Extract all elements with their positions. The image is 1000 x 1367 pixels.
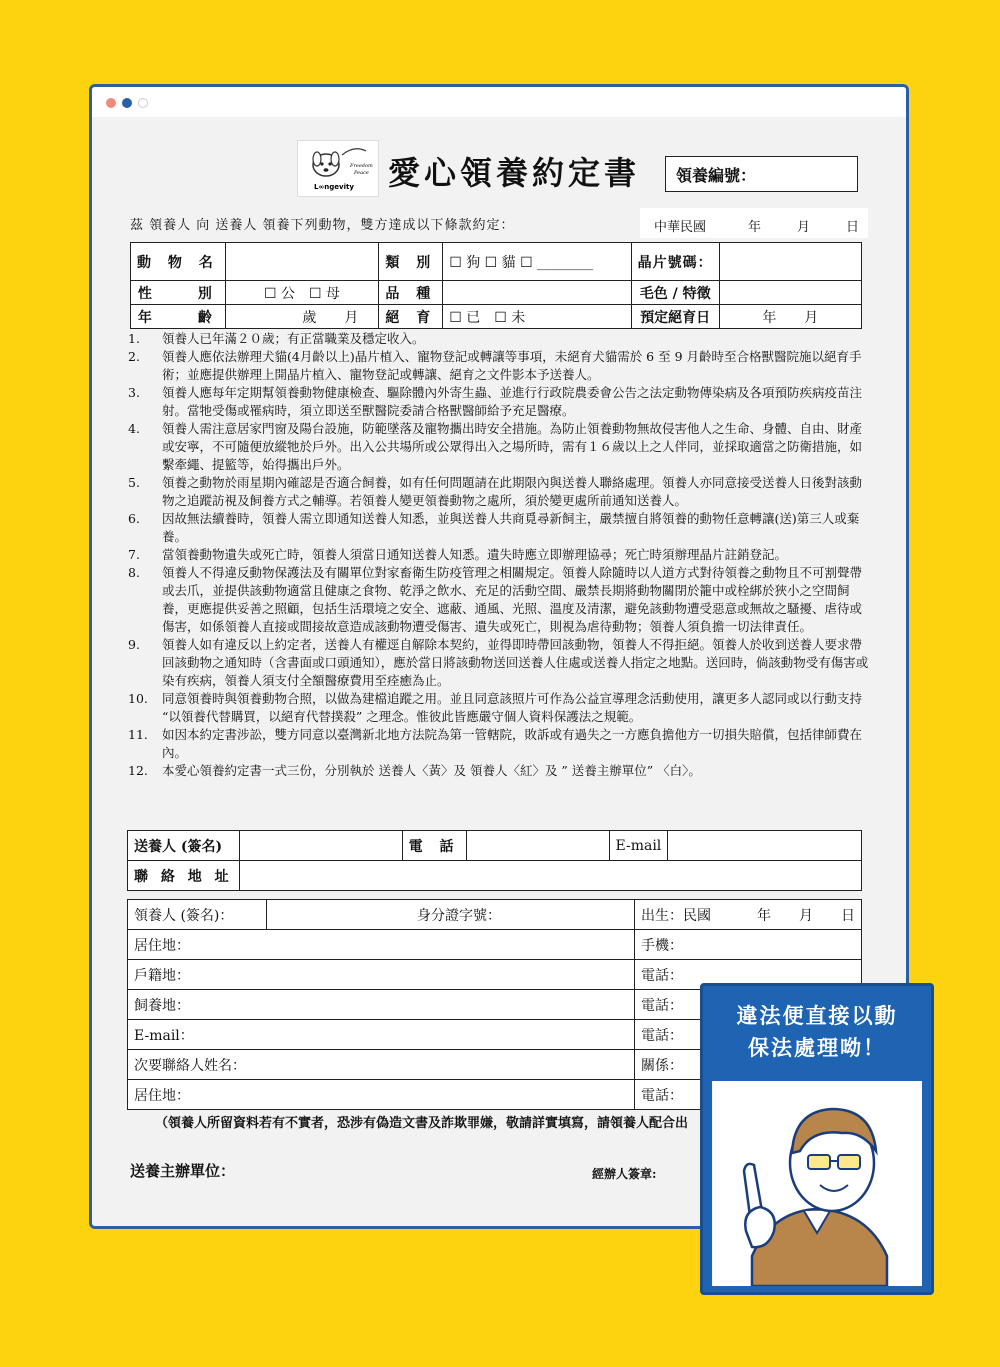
giver-email-field[interactable] — [668, 831, 862, 861]
breed-label: 品 種 — [379, 281, 443, 305]
animal-name-label: 動 物 名 — [131, 243, 226, 281]
adopter-birth-units: 年 月 日 — [757, 907, 855, 924]
shelter-logo — [297, 140, 379, 197]
contract-date — [640, 208, 868, 238]
secondary-contact-relation[interactable]: 關係： — [635, 1050, 862, 1080]
giver-phone-label: 電 話 — [402, 831, 466, 861]
adopter-household-field[interactable]: 戶籍地： — [128, 960, 635, 990]
clause-number: 4. — [128, 421, 140, 436]
giver-signature-field[interactable] — [239, 831, 402, 861]
clause-item — [128, 474, 874, 510]
organizer-label: 送養主辦單位： — [130, 1162, 236, 1180]
sex-options[interactable]: ☐ 公 ☐ 母 — [225, 281, 379, 305]
clause-number: 10. — [128, 691, 148, 706]
logo-text-freedom: Freedom — [350, 163, 373, 169]
adoption-number-field[interactable]: 領養編號： — [665, 156, 858, 192]
adopter-keeping-field[interactable]: 飼養地： — [128, 990, 635, 1020]
planned-neuter-label: 預定絕育日 — [631, 305, 719, 329]
adopter-keeping-phone[interactable]: 電話： — [635, 990, 862, 1020]
sex-label: 性 別 — [131, 281, 226, 305]
clause-text: 當領養動物遺失或死亡時，領養人須當日通知送養人知悉。遺失時應立即辦理協尋；死亡時須辦理晶片註銷登記。 — [162, 547, 788, 562]
clause-number: 6. — [128, 511, 140, 526]
color-label: 毛色 / 特徵 — [631, 281, 719, 305]
document-title: 愛心領養約定書 — [388, 154, 641, 192]
neuter-label: 絕 育 — [379, 305, 443, 329]
window-dot-blue[interactable] — [122, 98, 132, 108]
animal-info-table — [130, 242, 862, 329]
secondary-residence-field[interactable]: 居住地： — [128, 1080, 635, 1110]
color-field[interactable] — [719, 281, 861, 305]
clause-number: 12. — [128, 763, 148, 778]
window-dot-red[interactable] — [106, 98, 116, 108]
chip-number-field[interactable] — [719, 243, 861, 281]
secondary-contact-field[interactable]: 次要聯絡人姓名： — [128, 1050, 635, 1080]
callout-line-2: 保法處理呦！ — [748, 1036, 886, 1060]
adopter-household-phone[interactable]: 電話： — [635, 960, 862, 990]
intro-text: 茲 領養人 向 送養人 領養下列動物，雙方達成以下條款約定： — [130, 218, 515, 233]
clause-item — [128, 384, 874, 420]
secondary-contact-phone[interactable]: 電話： — [635, 1080, 862, 1110]
age-field[interactable]: 歲 月 — [225, 305, 379, 329]
clause-number: 5. — [128, 475, 140, 490]
handler-signature-label: 經辦人簽章: — [592, 1167, 657, 1181]
giver-signature-label: 送養人 (簽名) — [128, 831, 240, 861]
giver-phone-field[interactable] — [466, 831, 609, 861]
clause-text: 領養人不得違反動物保護法及有關單位對家畜衛生防疫管理之相關規定。領養人除隨時以人道方式對待領養之動物且不可割聲帶或去爪，並提供該動物適當且健康之食物、乾淨之飲水、充足的活動空間、嚴禁長期將動物關閉於籠中或栓綁於狹小之空間飼養，更應提供妥善之照顧，包括生活環境之安全、遮蔽、通風、光照、溫度及清潔，避免該動物遭受惡意或無故之騷擾、虐待或傷害，如係領養人直接或間接故意造成該動物遭受傷害、遺失或死亡，則視為虐待動物；領養人須負擔一切法律責任。 — [162, 565, 863, 634]
clause-text: 領養人應依法辦理犬貓(4月齡以上)晶片植入、寵物登記或轉讓等事項，未絕育犬貓需於 6 至 9 月齡時至合格獸醫院施以絕育手術；並應提供辦理上開晶片植入、寵物登記或轉讓、絕育之文件影本予送養人。 — [162, 349, 862, 382]
man-pointing-icon — [712, 1081, 922, 1286]
clause-item — [128, 510, 874, 546]
callout-illustration — [712, 1081, 922, 1286]
clause-text: 領養人如有違反以上約定者，送養人有權逕自解除本契約，並得即時帶回該動物，領養人不得拒絕。領養人於收到送養人要求帶回該動物之通知時（含書面或口頭通知），應於當日將該動物送回送養人住處或送養人指定之地點。送回時，倘該動物受有傷害或染有疾病，領養人須支付全額醫療費用至痊癒為止。 — [162, 637, 869, 688]
clause-item — [128, 762, 874, 780]
logo-brand: L∞ngevity — [314, 183, 354, 191]
neuter-options[interactable]: ☐ 已 ☐ 未 — [443, 305, 631, 329]
adopter-signature-label: 領養人 (簽名)： — [128, 900, 267, 930]
date-year: 年 — [748, 220, 762, 235]
animal-name-field[interactable] — [225, 243, 379, 281]
clause-text: 因故無法續養時，領養人需立即通知送養人知悉，並與送養人共商覓尋新飼主，嚴禁擅自將領養的動物任意轉讓(送)第三人或棄養。 — [162, 511, 860, 544]
clause-item — [128, 636, 874, 690]
logo-text-peace: Peace — [354, 170, 369, 176]
clause-text: 領養之動物於雨星期內確認是否適合飼養，如有任何問題請在此期限內與送養人聯絡處理。領養人亦同意接受送養人日後對該動物之追蹤訪視及飼養方式之輔導。若領養人變更領養動物之處所，須於變更處所前通知送養人。 — [162, 475, 863, 508]
adopter-residence-field[interactable]: 居住地： — [128, 930, 635, 960]
planned-neuter-field[interactable]: 年 月 — [719, 305, 861, 329]
clause-item — [128, 726, 874, 762]
adopter-mobile-field[interactable]: 手機： — [635, 930, 862, 960]
adopter-id-label: 身分證字號： — [267, 900, 635, 930]
adopter-email-phone[interactable]: 電話： — [635, 1020, 862, 1050]
clause-item — [128, 330, 874, 348]
age-label: 年 齡 — [131, 305, 226, 329]
date-day: 日 — [846, 220, 860, 235]
animal-type-label: 類 別 — [379, 243, 443, 281]
clause-number: 8. — [128, 565, 140, 580]
clause-text: 同意領養時與領養動物合照，以做為建檔追蹤之用。並且同意該照片可作為公益宣導理念活動使用，讓更多人認同或以行動支持 “以領養代替購買，以絕育代替撲殺” 之理念。惟彼此皆應嚴守個人資料保護法之規範。 — [162, 691, 863, 724]
clause-text: 本愛心領養約定書一式三份，分別執於 送養人〈黃〉及 領養人〈紅〉及 ” 送養主辦單位” 〈白〉。 — [162, 763, 701, 778]
giver-info-table — [127, 830, 862, 891]
clause-number: 3. — [128, 385, 140, 400]
clause-item — [128, 420, 874, 474]
window-title-bar — [92, 87, 906, 117]
clause-number: 11. — [128, 727, 148, 742]
giver-email-label: E-mail — [609, 831, 668, 861]
date-month: 月 — [797, 220, 811, 235]
chip-number-label: 晶片號碼： — [631, 243, 719, 281]
clause-number: 9. — [128, 637, 140, 652]
clause-item — [128, 564, 874, 636]
clause-item — [128, 546, 874, 564]
clause-number: 2. — [128, 349, 140, 364]
adopter-birth-field[interactable] — [635, 900, 862, 930]
animal-type-options[interactable]: ☐ 狗 ☐ 貓 ☐ ________ — [443, 243, 631, 281]
clause-list — [128, 330, 874, 780]
clause-text: 領養人應每年定期幫領養動物健康檢查、驅除體內外寄生蟲、並進行行政院農委會公告之法定動物傳染病及各項預防疾病疫苗注射。當牠受傷或罹病時，須立即送至獸醫院委請合格獸醫師給予充足醫療。 — [162, 385, 863, 418]
clause-item — [128, 690, 874, 726]
clause-number: 1. — [128, 331, 140, 346]
date-era: 中華民國 — [654, 220, 707, 235]
callout-card — [700, 983, 934, 1295]
window-dot-white[interactable] — [138, 98, 148, 108]
breed-field[interactable] — [443, 281, 631, 305]
notice-text: （領養人所留資料若有不實者，恐涉有偽造文書及詐欺罪嫌，敬請詳實填寫，請領養人配合出 — [155, 1116, 689, 1131]
clause-text: 領養人已年滿２０歲；有正當職業及穩定收入。 — [162, 331, 425, 346]
clause-number: 7. — [128, 547, 140, 562]
giver-address-field[interactable] — [239, 861, 861, 891]
giver-address-label: 聯 絡 地 址 — [128, 861, 240, 891]
callout-text — [703, 1000, 931, 1064]
clause-text: 如因本約定書涉訟，雙方同意以臺灣新北地方法院為第一管轄院，敗訴或有過失之一方應負擔他方一切損失賠償，包括律師費在內。 — [162, 727, 863, 760]
adopter-birth-label: 出生：民國 — [641, 907, 711, 924]
clause-item — [128, 348, 874, 384]
adopter-email-field[interactable]: E-mail： — [128, 1020, 635, 1050]
callout-line-1: 違法便直接以動 — [736, 1004, 898, 1028]
clause-text: 領養人需注意居家門窗及陽台設施，防範墜落及寵物攜出時安全措施。為防止領養動物無故侵害他人之生命、身體、自由、財產或安寧，不可隨便放縱牠於戶外。出入公共場所或公眾得出入之場所時，需有１６歲以上之人伴同，並採取適當之防衛措施，如繫牽繩、提籃等，始得攜出戶外。 — [162, 421, 863, 472]
